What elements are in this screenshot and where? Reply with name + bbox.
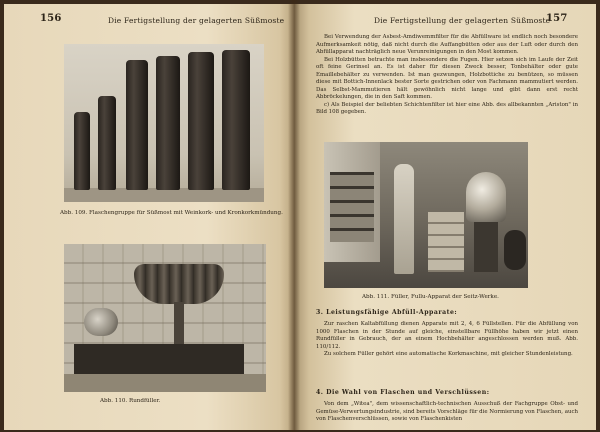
figure-110-caption: Abb. 110. Rundfüller. [100, 398, 161, 404]
figure-111-caption: Abb. 111. Füller, Fullu-Apparat der Seitz-Werke. [362, 294, 499, 300]
crate-stack [428, 212, 464, 272]
machine-wheel [504, 230, 526, 270]
paragraph: c) Als Beispiel der beliebten Schichtenfilter ist hier eine Abb. des allbekannten „Ariston" in Bild 108 gegeben. [316, 101, 578, 115]
paragraph: Von dem „Witea", dem wissenschaftlich-technischen Ausschuß der Fachgruppe Obst- und Gemüse-Verwertungsindustrie, sind bereits Vorschläge für die Normierung von Flaschen, auch von Flaschenverschlüssen, sowie von Flaschenkisten [316, 401, 579, 422]
text-block-top [316, 34, 578, 117]
filler-bowl [134, 264, 224, 304]
shelf-surface [64, 188, 264, 202]
paragraph: Bei Holzbütten betrachte man insbesondere die Fugen. Hier setzen sich im Laufe der Zeit oft feine Gerinsel an. Es ist daher für diesen Zweck besser, Tonbehälter oder gute Emaillebehälter zu verwenden. Ist man gezwungen, Holzbottiche zu benützen, so müssen diese mit Bottich-Innenlack bester Sorte gestrichen oder von Fachmann mammutiert werden. Das Selbst-Mammutieren hält gewöhnlich nicht lange und gibt dann erst recht Abbröckelungen, die in den Saft kommen. [316, 56, 578, 100]
section-4-heading: 4. Die Wahl von Flaschen und Verschlüssen: [316, 389, 490, 396]
bottle-icon [222, 50, 250, 190]
figure-109-caption: Abb. 109. Flaschengruppe für Süßmost mit Weinkork- und Kronkorkmündung. [60, 210, 283, 216]
figure-110-rundfueller-photo [64, 244, 266, 392]
right-page-number: 157 [546, 13, 568, 24]
bottle-icon [126, 60, 148, 190]
filler-base [474, 222, 498, 272]
figure-109-bottles-photo [64, 44, 264, 202]
text-block-bottom [316, 401, 578, 424]
right-running-head: Die Fertigstellung der gelagerten Süßmoste [374, 16, 551, 25]
bottle-icon [98, 96, 116, 190]
paragraph: Bei Verwendung der Asbest-Amdiwemmfilter für die Abfüllware ist endlich noch besondere Aufmerksamkeit nötig, daß nicht durch die Auffangbütten oder aus der Luft oder durch den Abfüllapparat nachträglich neue Verunreinigungen in den Most kommen. [316, 34, 578, 55]
section-3-heading: 3. Leistungsfähige Abfüll-Apparate: [316, 309, 458, 316]
rack-shelves [330, 172, 374, 242]
left-page [4, 4, 294, 430]
left-page-number: 156 [40, 13, 62, 24]
paragraph: Zu solchem Füller gehört eine automatische Korkmaschine, mit gleicher Stundenleistung. [324, 351, 573, 357]
filler-tank [466, 172, 506, 222]
motor-icon [84, 308, 118, 336]
figure-111-seitz-filler-photo [324, 142, 528, 288]
bottle-icon [74, 112, 90, 190]
text-block-middle [316, 321, 578, 359]
floor [64, 374, 266, 392]
filler-table [74, 344, 244, 374]
paragraph: Zur raschen Kaltabfüllung dienen Apparate mit 2, 4, 6 Füllstellen. Für die Abfüllung von 1000 Flaschen in der Stunde auf gleiche, einstellbare Füllhöhe haben wir jetzt einen Rundfüller in Gebrauch, der an einem Hochbehälter angeschlossen werden muß. Abb. 110/112. [316, 321, 578, 350]
bottle-icon [156, 56, 180, 190]
left-running-head: Die Fertigstellung der gelagerten Süßmoste [108, 16, 285, 25]
worker-figure [394, 164, 414, 274]
bottle-icon [188, 52, 214, 190]
right-page [294, 4, 596, 430]
book-gutter [288, 0, 300, 432]
